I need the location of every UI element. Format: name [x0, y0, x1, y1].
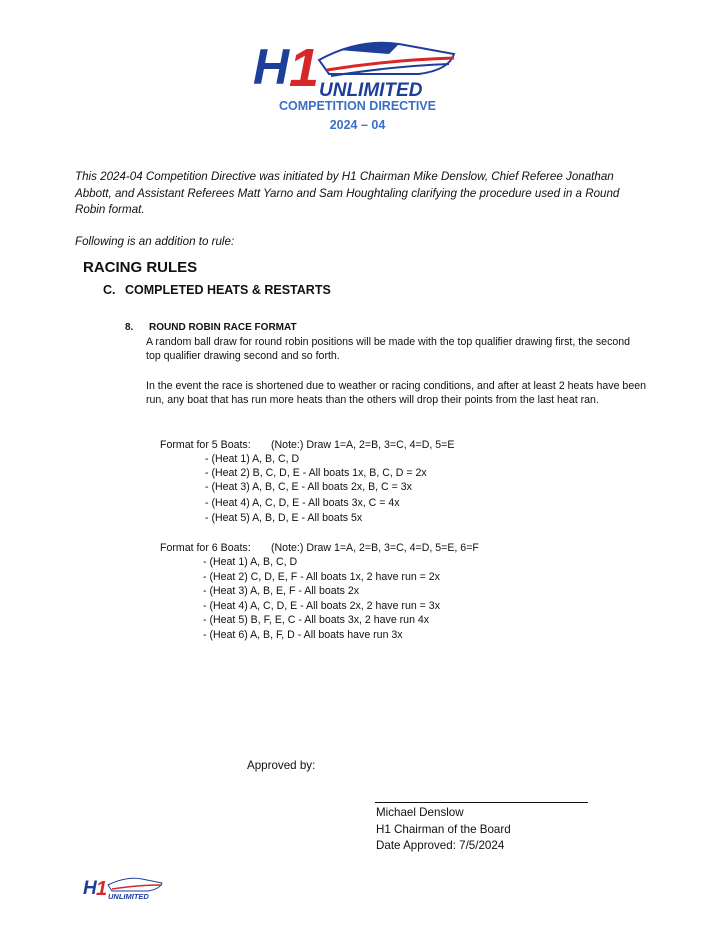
format-5-heat: - (Heat 3) A, B, C, E - All boats 2x, B, C = 3x	[205, 481, 412, 493]
svg-text:1: 1	[96, 878, 108, 900]
format-5-heading	[160, 439, 454, 451]
svg-text:UNLIMITED: UNLIMITED	[319, 80, 423, 100]
format-5-heat: - (Heat 4) A, C, D, E - All boats 3x, C = 4x	[205, 497, 400, 509]
subsection-heading	[103, 283, 331, 297]
format-6-note: (Note:) Draw 1=A, 2=B, 3=C, 4=D, 5=E, 6=F	[271, 542, 479, 554]
item-title: ROUND ROBIN RACE FORMAT	[149, 322, 297, 333]
format-5-heat: - (Heat 2) B, C, D, E - All boats 1x, B, C, D = 2x	[205, 467, 427, 479]
format-6-label: Format for 6 Boats:	[160, 542, 251, 554]
intro-paragraph: This 2024-04 Competition Directive was initiated by H1 Chairman Mike Denslow, Chief Referee Jonathan Abbott, and Assistant Referees Matt Yarno and Sam Houghtaling clarifying the procedure used in a Round Robin format.	[75, 170, 620, 216]
approval-date: Date Approved: 7/5/2024	[376, 839, 505, 852]
format-5-heat: - (Heat 5) A, B, D, E - All boats 5x	[205, 512, 363, 524]
svg-text:H: H	[83, 878, 97, 899]
format-6-heat: - (Heat 1) A, B, C, D	[203, 556, 298, 568]
footer-logo	[82, 873, 164, 901]
format-5-note: (Note:) Draw 1=A, 2=B, 3=C, 4=D, 5=E	[271, 439, 455, 451]
directive-number: 2024 – 04	[329, 118, 386, 132]
subsection-title: COMPLETED HEATS & RESTARTS	[125, 283, 331, 297]
svg-text:1: 1	[289, 38, 320, 98]
format-6-heading	[160, 542, 479, 554]
svg-text:UNLIMITED: UNLIMITED	[108, 892, 149, 901]
signature-line	[375, 802, 588, 803]
h1-unlimited-logo	[249, 30, 461, 100]
format-6-heat: - (Heat 6) A, B, F, D - All boats have run 3x	[203, 629, 403, 641]
section-title: RACING RULES	[83, 259, 198, 276]
subsection-letter: C.	[103, 283, 116, 297]
addition-note: Following is an addition to rule:	[75, 235, 235, 248]
approver-title: H1 Chairman of the Board	[376, 823, 511, 836]
approver-name: Michael Denslow	[376, 806, 464, 819]
svg-text:H: H	[253, 39, 290, 95]
approved-by-label: Approved by:	[247, 759, 316, 772]
format-6-heat: - (Heat 4) A, C, D, E - All boats 2x, 2 have run = 3x	[203, 600, 440, 612]
item-number: 8.	[125, 322, 134, 333]
draw-paragraph: A random ball draw for round robin positions will be made with the top qualifier drawing first, the second top qualifier drawing second and so forth.	[146, 336, 631, 362]
format-6-heat: - (Heat 2) C, D, E, F - All boats 1x, 2 have run = 2x	[203, 571, 440, 583]
format-5-label: Format for 5 Boats:	[160, 439, 251, 451]
format-6-heat: - (Heat 5) B, F, E, C - All boats 3x, 2 have run 4x	[203, 614, 430, 626]
directive-title: COMPETITION DIRECTIVE	[279, 99, 436, 113]
format-6-heat: - (Heat 3) A, B, E, F - All boats 2x	[203, 585, 360, 597]
shortened-race-paragraph: In the event the race is shortened due to weather or racing conditions, and after at least 2 heats have been run, any boat that has run more heats than the others will drop their points from the last heat ran.	[146, 380, 646, 406]
format-5-heat: - (Heat 1) A, B, C, D	[205, 453, 300, 465]
